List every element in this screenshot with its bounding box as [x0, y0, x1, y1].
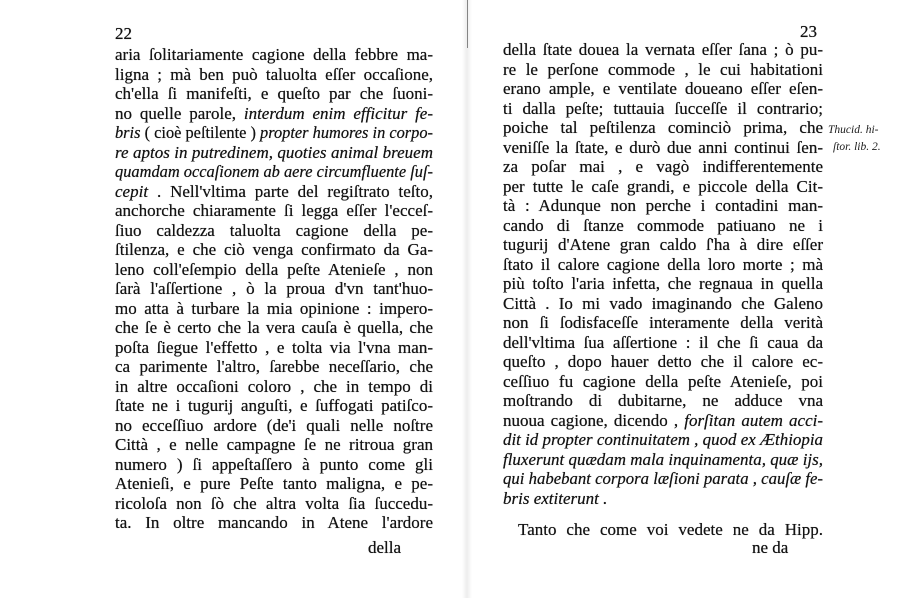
margin-note-line: ſtor. lib. 2. [833, 141, 881, 153]
text-line [115, 416, 433, 436]
text-segment: ligna ; mà ben può taluolta eſſer occaſione, [115, 64, 433, 84]
text-segment: Tanto che come voi vedete ne da Hipp. [518, 520, 823, 539]
latin-text: interdum enim efficitur fe- [243, 103, 433, 123]
text-line [503, 99, 823, 119]
text-segment: Città . Io mi vado imaginando che Galeno [503, 293, 823, 313]
text-line [115, 162, 433, 182]
text-line [115, 474, 433, 494]
text-line [115, 318, 433, 338]
latin-text: cepit [115, 181, 149, 201]
text-line [503, 118, 823, 138]
text-segment: ſiuo caldezza taluolta cagione della pe- [115, 220, 433, 240]
text-line [503, 40, 823, 60]
text-line [503, 157, 823, 177]
text-segment: leno coll'eſempio della peſte Atenieſe , non [115, 259, 433, 279]
text-line [115, 260, 433, 280]
gutter-crease [467, 0, 468, 48]
text-segment: ſtate ne i tugurij anguſti, e ſuffogati patiſco- [115, 396, 433, 415]
text-line [503, 60, 823, 80]
left-page-text [115, 45, 433, 533]
text-segment: ſarà l'aſſertione , ò la proua d'vn tant'huo- [115, 279, 433, 298]
text-segment: più toſto l'aria infetta, che regnaua in quella [503, 274, 823, 293]
text-line [115, 240, 433, 260]
text-segment: ca parimente l'altro, ſarebbe neceſſario, che [115, 357, 433, 376]
latin-text: bris extiterunt . [503, 488, 608, 508]
text-segment: erano ample, e ventilate doueano eſſer eſen- [503, 79, 823, 98]
text-line [503, 391, 823, 411]
text-segment: tugurij d'Atene gran caldo ſ'ha à dire eſſer [503, 235, 823, 254]
text-segment: . Nell'vltima parte del regiſtrato teſto, [148, 181, 433, 201]
margin-note [828, 122, 894, 156]
text-segment: Atenieſi, e pure Peſte tanto maligna, e pe- [115, 474, 433, 493]
text-segment: ( cioè peſtilente ) [144, 123, 261, 142]
text-line [503, 255, 823, 275]
text-segment: poiche tal peſtilenza cominciò prima, che [503, 118, 823, 137]
text-line [503, 313, 823, 333]
latin-text: re aptos in putredinem, quoties animal breuem [115, 142, 433, 162]
text-segment: in altre occaſioni coloro , che in tempo di [115, 376, 433, 396]
text-line [115, 221, 433, 241]
text-segment: che ſe è certo che la vera cauſa è quella, che [115, 318, 433, 337]
text-line [115, 104, 433, 124]
text-segment: za poſar mai , e vagò indifferentemente [503, 157, 823, 176]
text-segment: ſtilenza, e che ciò venga confirmato da Ga- [115, 240, 433, 259]
text-segment: dell'vltima ſua aſſertione : il che ſi caua da [503, 332, 823, 352]
text-segment: ta. In oltre mancando in Atene l'ardore [115, 513, 433, 532]
text-line [503, 274, 823, 294]
text-line [115, 377, 433, 397]
text-line [503, 294, 823, 314]
gutter-fold [462, 0, 472, 598]
text-segment: ceſſiuo fu cagione della peſte Atenieſe, poi [503, 371, 823, 391]
text-line [503, 411, 823, 431]
text-line [115, 299, 433, 319]
text-segment: ch'ella ſi manifeſti, e queſto par che ſuoni- [115, 84, 433, 103]
text-segment: tà : Adunque non perche i contadini man- [503, 196, 823, 215]
text-line [115, 201, 433, 221]
paragraph-first-line [518, 520, 823, 540]
latin-text: forſitan autem acci- [684, 410, 823, 430]
text-segment: re le perſone commode , le cui habitationi [503, 59, 823, 79]
text-segment: mo atta à turbare la mia opinione : impero- [115, 298, 433, 318]
text-line [115, 65, 433, 85]
latin-text: propter humores in corpo- [260, 123, 433, 142]
latin-text: bris [115, 123, 145, 142]
text-segment: nuoua cagione, dicendo , [503, 410, 685, 430]
text-segment: anchorche chiaramente ſi legga eſſer l'ecceſ- [115, 201, 433, 220]
text-segment: ricoloſa non ſò che altra volta ſia ſuccedu- [115, 493, 433, 513]
text-line [503, 333, 823, 353]
margin-note-line: Thucid. hi- [828, 124, 879, 136]
text-line [115, 143, 433, 163]
latin-text: dit id propter continuitatem , quod ex Æthiopia [503, 430, 823, 449]
text-line [115, 338, 433, 358]
text-segment: cando di ſtanze commode patiuano ne i [503, 215, 823, 235]
latin-text: quamdam occaſionem ab aere circumfluente ſuſ- [115, 162, 433, 181]
text-line [115, 357, 433, 377]
text-line [115, 494, 433, 514]
text-line [115, 45, 433, 65]
text-segment: per tutte le caſe grandi, e piccole della Cit- [503, 176, 823, 196]
text-line [503, 235, 823, 255]
text-segment: della ſtate douea la vernata eſſer ſana ; ò pu- [503, 40, 823, 59]
text-line [115, 84, 433, 104]
right-page-text [503, 40, 823, 540]
text-segment: no ecceſſiuo ardore (de'i quali nelle noſtre [115, 415, 433, 435]
latin-text: qui habebant corpora læſioni parata , cauſæ fe- [503, 469, 823, 488]
page-number-left: 22 [115, 24, 132, 43]
text-line [115, 279, 433, 299]
text-line [503, 216, 823, 236]
text-segment: veniſſe la ſtate, e durò due anni continui ſen- [503, 137, 823, 157]
text-line [503, 196, 823, 216]
text-segment: numero ) ſi appeſtaſſero à punto come gli [115, 454, 433, 474]
text-line [115, 513, 433, 533]
text-line [115, 396, 433, 416]
text-line [503, 352, 823, 372]
text-segment: moſtrando di dubitarne, ne adduce vna [503, 391, 823, 410]
text-segment: no quelle parole, [115, 103, 244, 123]
text-line [503, 372, 823, 392]
text-line [115, 455, 433, 475]
text-line [503, 138, 823, 158]
catchword-left: della [368, 538, 402, 557]
text-line [115, 123, 433, 143]
text-line [503, 430, 822, 450]
text-line [503, 177, 823, 197]
text-segment: non ſi ſodisfaceſſe interamente della verità [503, 313, 823, 332]
text-segment: poſta ſiegue l'effetto , e tolta via l'vna man- [115, 337, 433, 357]
text-segment: ti dalla peſte; tuttauia ſucceſſe il contrario; [503, 98, 823, 118]
text-segment: aria ſolitariamente cagione della febbre ma- [115, 45, 433, 64]
text-line [503, 79, 823, 99]
text-segment: Città , e nelle campagne ſe ne ritroua gran [115, 435, 433, 454]
text-line [503, 450, 822, 470]
text-line [115, 435, 433, 455]
text-segment: ſtato il calore cagione della loro morte ; mà [503, 254, 823, 274]
latin-text: fluxerunt quædam mala inquinamenta, quæ ijs, [503, 449, 823, 469]
text-line [115, 182, 433, 202]
text-line [503, 469, 823, 489]
text-segment: queſto , dopo hauer detto che il calore ec- [503, 352, 823, 371]
catchword-right: ne da [752, 538, 789, 557]
text-line [503, 489, 823, 509]
page-number-right: 23 [800, 22, 817, 41]
